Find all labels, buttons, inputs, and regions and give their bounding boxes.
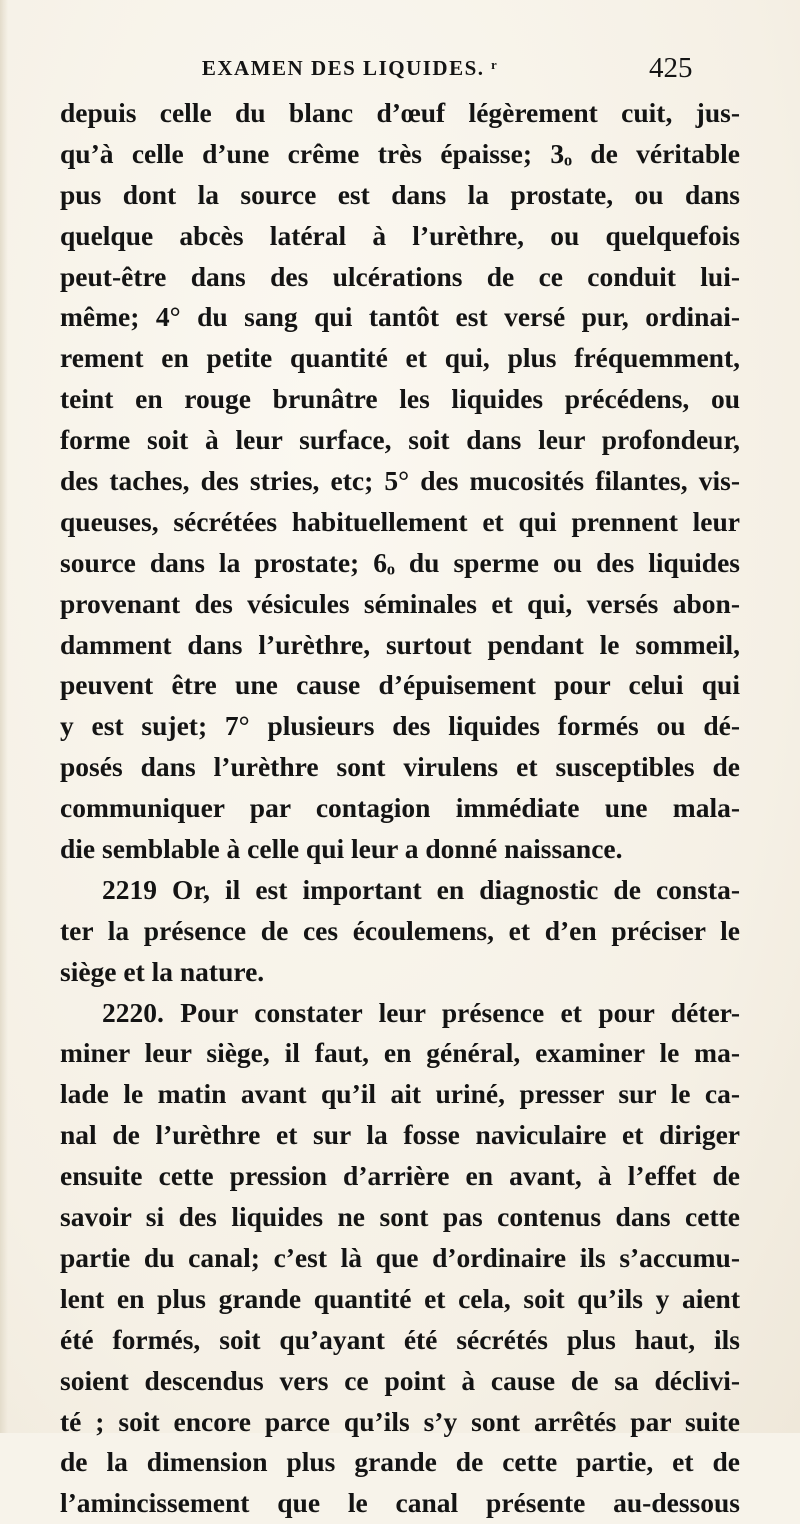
- text-line: té ; soit encore parce qu’ils s’y sont arrêtés par suite: [60, 1405, 740, 1437]
- text-line: peut-être dans des ulcérations de ce conduit lui-: [60, 260, 740, 292]
- text-line: depuis celle du blanc d’œuf légèrement cuit, jus-: [60, 97, 740, 128]
- text-line: y est sujet; 7° plusieurs des liquides formés ou dé-: [60, 710, 740, 742]
- text-line: nal de l’urèthre et sur la fosse naviculaire et diriger: [60, 1119, 740, 1151]
- text-line: forme soit à leur surface, soit dans leur profondeur,: [60, 424, 740, 456]
- text-line: soient descendus vers ce point à cause de sa déclivi-: [60, 1364, 740, 1396]
- text-line: communiquer par contagion immédiate une mala-: [60, 792, 740, 824]
- text-line: rement en petite quantité et qui, plus fréquemment,: [60, 342, 740, 374]
- text-line: miner leur siège, il faut, en général, examiner le ma-: [60, 1037, 740, 1069]
- text-line: siège et la nature.: [60, 955, 265, 987]
- text-line: des taches, des stries, etc; 5° des mucosités filantes, vis-: [60, 465, 740, 497]
- text-line: provenant des vésicules séminales et qui, versés abon-: [60, 587, 740, 619]
- text-line: source dans la prostate; 6ₒ du sperme ou des liquides: [60, 546, 740, 578]
- text-line: même; 4° du sang qui tantôt est versé pur, ordinai-: [60, 301, 740, 333]
- text-line: ter la présence de ces écoulemens, et d’en préciser le: [60, 914, 740, 946]
- text-line: 2220. Pour constater leur présence et pour déter-: [102, 996, 740, 1028]
- text-line: ensuite cette pression d’arrière en avant, à l’effet de: [60, 1160, 740, 1192]
- page-number: 425: [649, 52, 693, 84]
- text-line: posés dans l’urèthre sont virulens et susceptibles de: [60, 751, 740, 783]
- text-line: peuvent être une cause d’épuisement pour celui qui: [60, 669, 740, 701]
- text-line: teint en rouge brunâtre les liquides précédens, ou: [60, 383, 740, 415]
- text-line: été formés, soit qu’ayant été sécrétés plus haut, ils: [60, 1323, 740, 1355]
- page-header: [0, 48, 800, 88]
- text-line: 2219 Or, il est important en diagnostic de consta-: [102, 873, 740, 905]
- page-gutter-shadow: [0, 0, 8, 1433]
- text-line: lent en plus grande quantité et cela, soit qu’ils y aient: [60, 1282, 740, 1314]
- text-line: quelque abcès latéral à l’urèthre, ou quelquefois: [60, 219, 740, 251]
- text-line: damment dans l’urèthre, surtout pendant le sommeil,: [60, 628, 740, 660]
- body-text: [60, 93, 740, 1524]
- running-title: EXAMEN DES LIQUIDES. ʳ: [201, 56, 499, 80]
- text-line: partie du canal; c’est là que d’ordinaire ils s’accumu-: [60, 1241, 740, 1273]
- text-line: queuses, sécrétées habituellement et qui prennent leur: [60, 505, 740, 537]
- text-line: die semblable à celle qui leur a donné naissance.: [60, 833, 623, 865]
- text-line: lade le matin avant qu’il ait uriné, presser sur le ca-: [60, 1078, 740, 1110]
- text-line: qu’à celle d’une crême très épaisse; 3ₒ de véritable: [60, 137, 740, 169]
- text-line: pus dont la source est dans la prostate, ou dans: [60, 178, 740, 210]
- text-line: l’amincissement que le canal présente au-dessous: [60, 1487, 740, 1519]
- text-line: de la dimension plus grande de cette partie, et de: [60, 1446, 740, 1478]
- text-line: savoir si des liquides ne sont pas contenus dans cette: [60, 1201, 740, 1233]
